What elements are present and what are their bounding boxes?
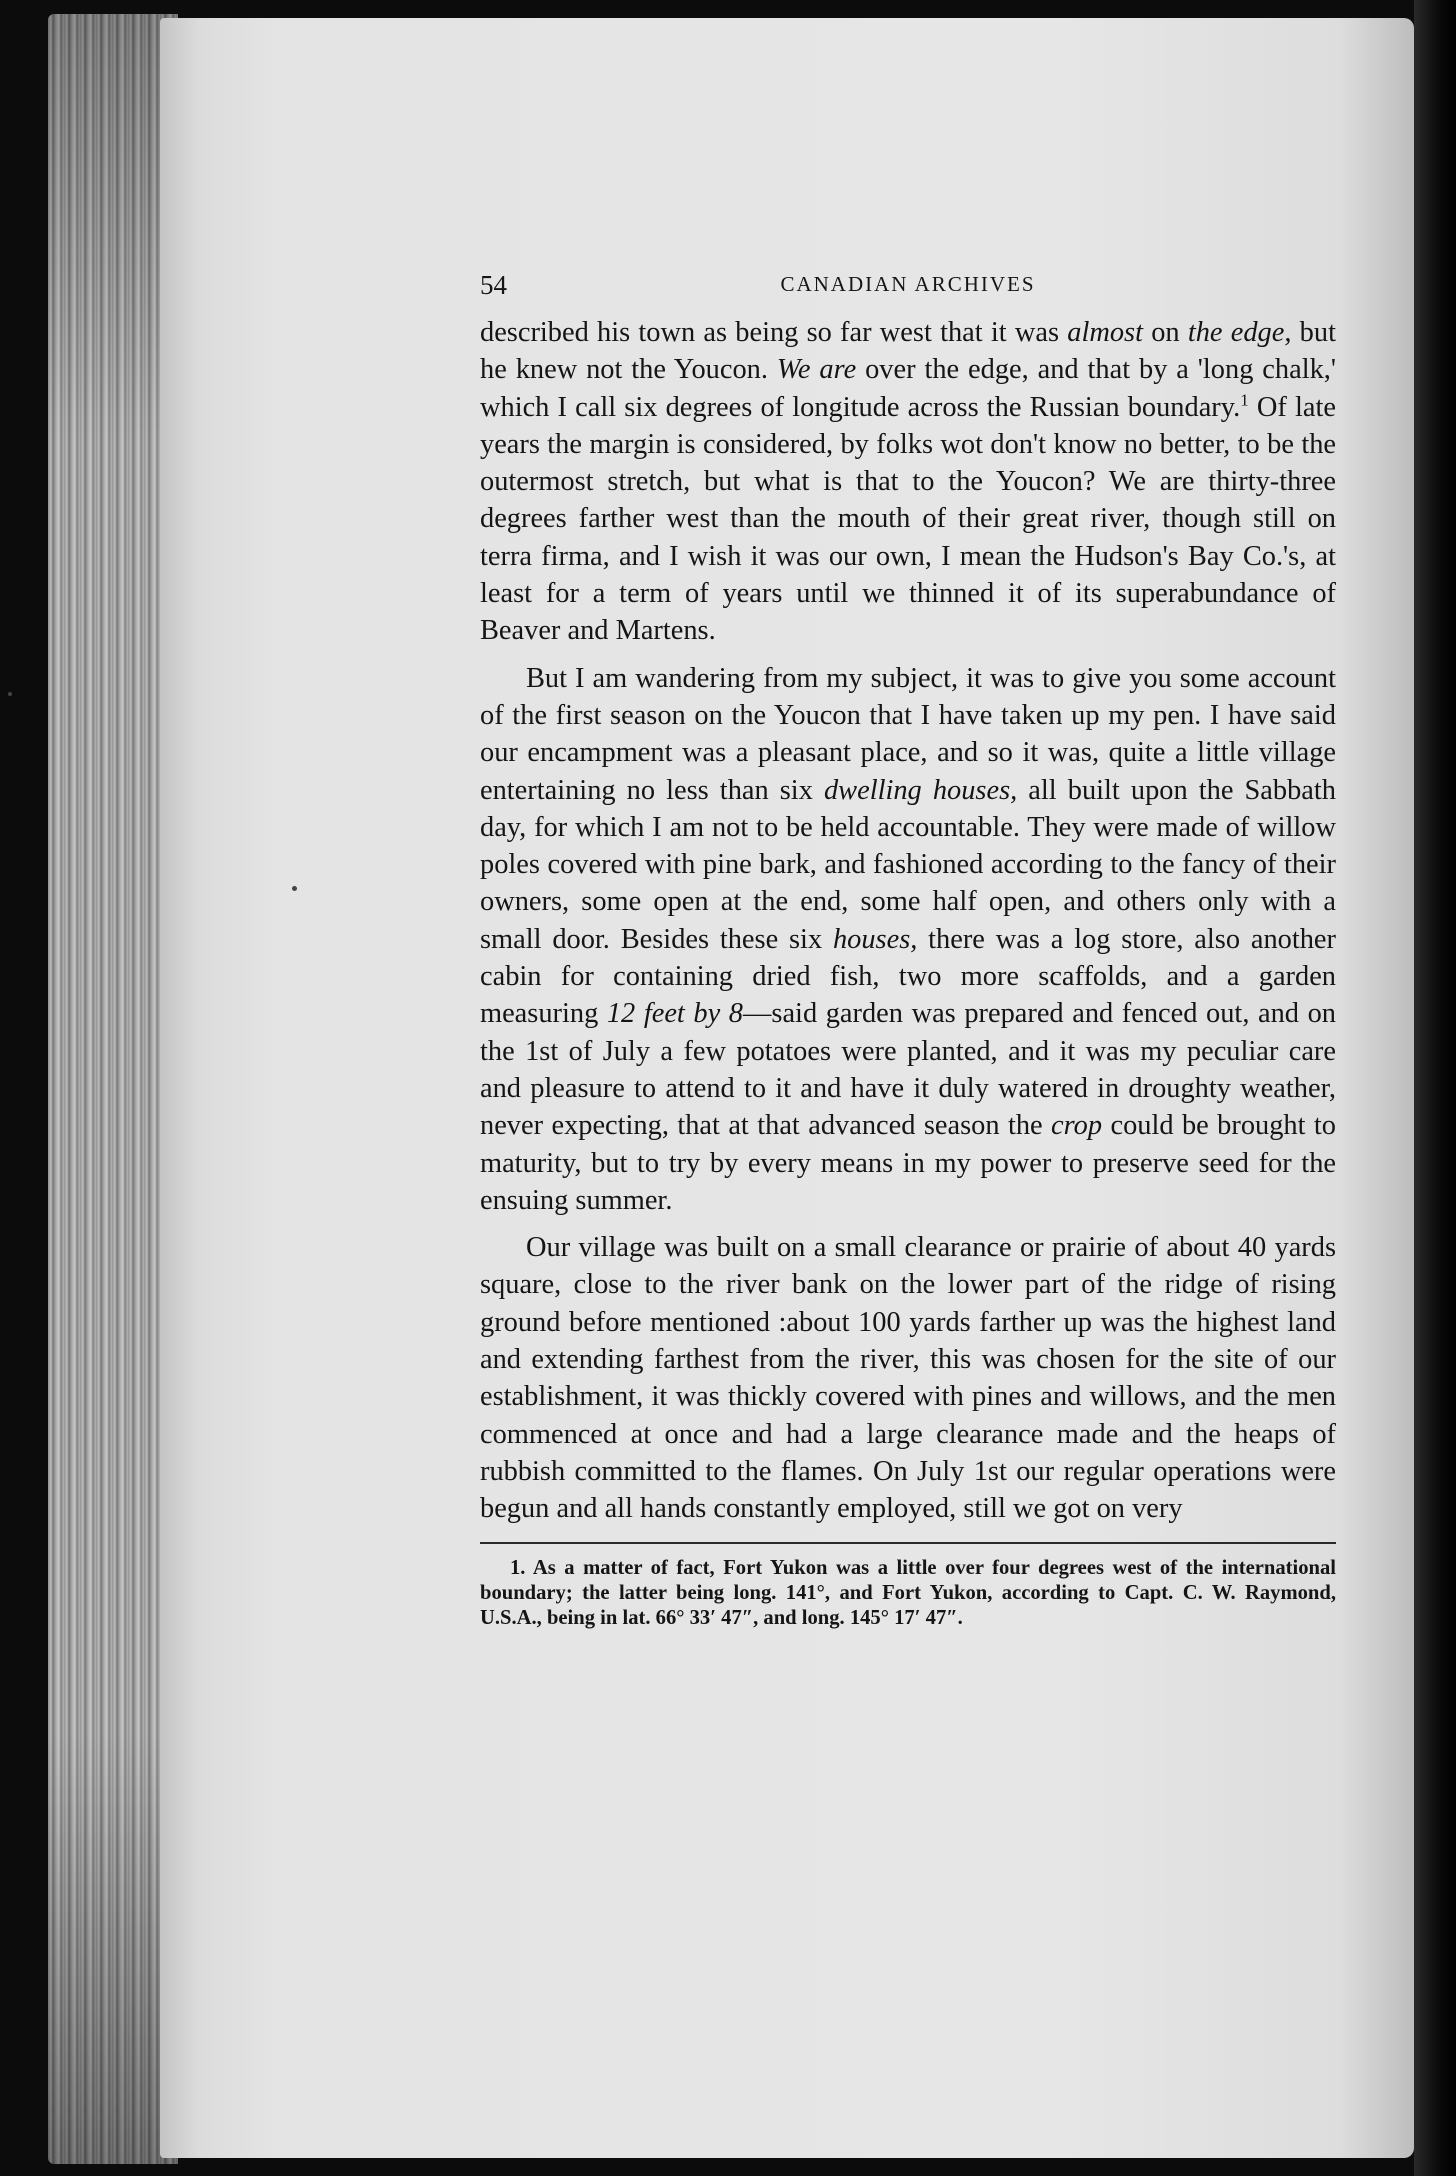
text-run: on	[1142, 317, 1188, 348]
text-block	[480, 270, 1336, 1631]
italic-text: We are	[776, 354, 857, 386]
footnote: 1. As a matter of fact, Fort Yukon was a little over four degrees west of the international boundary; the latter being long. 141°, and Fort Yukon, according to Capt. C. W. Raymond, U.S.A., being in lat. 66° 33′ 47″, and long. 145° 17′ 47″.	[480, 1556, 1336, 1629]
paragraph-3	[480, 1229, 1336, 1527]
italic-text: 12 feet by 8	[606, 998, 744, 1030]
text-run: over the edge, and that by a 'long chalk,' which I call six degrees of longitude across the Russian boundary.	[480, 354, 1336, 423]
text-run: could be brought to maturity, but to try by every means in my power to preserve seed for the ensuing summer.	[480, 1110, 1336, 1216]
italic-text: dwelling houses,	[823, 774, 1018, 806]
text-run: Our village was built on a small clearance or prairie of about 40 yards square, close to the river bank on the lower part of the ridge of rising ground before mentioned :about 100 yards farther up was the highest land and extending farthest from the river, this was chosen for the site of our establishment, it was thickly covered with pines and willows, and the men commenced at once and had a large clearance made and the heaps of rubbish committed to the flames. On July 1st our regular operations were begun and all hands constantly employed, still we got on very	[480, 1232, 1336, 1525]
text-run: But I am wandering from my subject, it was to give you some account of the first season on the Youcon that I have taken up my pen. I have said our encampment was a pleasant place, and so it was, quite a little village entertaining no less than six	[480, 662, 1336, 806]
text-run: but he knew not the Youcon.	[480, 317, 1336, 386]
text-run: there was a log store, also another cabin for containing dried fish, two more scaffolds, and a garden measuring	[480, 923, 1336, 1030]
page-number: 54	[480, 270, 507, 300]
italic-text: crop	[1051, 1110, 1103, 1142]
italic-text: the edge,	[1187, 317, 1292, 348]
text-run: Of late years the margin is considered, by folks wot don't know no better, to be the outermost stretch, but what is that to the Youcon? We are thirty-three degrees farther west than the mouth of their great river, though still on terra firma, and I wish it was our own, I mean the Hudson's Bay Co.'s, at least for a term of years until we thinned it of its superabundance of Beaver and Martens.	[480, 391, 1336, 647]
paragraph-1	[480, 314, 1336, 650]
binding-edge	[1414, 0, 1456, 2176]
footnote-marker: 1	[1240, 390, 1249, 410]
footnote-rule	[480, 1542, 1336, 1544]
running-head	[480, 270, 1336, 306]
paragraph-2	[480, 660, 1336, 1219]
dust-speck	[8, 692, 12, 696]
text-run: all built upon the Sabbath day, for which I am not to be held accountable. They were made of willow poles covered with pine bark, and fashioned according to the fancy of their owners, some open at the end, some half open, and others only with a small door. Besides these six	[480, 774, 1336, 955]
italic-text: almost	[1067, 317, 1143, 348]
text-run: described his town as being so far west that it was	[480, 317, 1068, 348]
text-run: —said garden was prepared and fenced out, and on the 1st of July a few potatoes were planted, and it was my peculiar care and pleasure to attend to it and have it duly watered in droughty weather, never expecting, that at that advanced season the	[480, 998, 1336, 1142]
dust-speck	[292, 886, 297, 891]
italic-text: houses,	[832, 923, 918, 955]
running-head-title: CANADIAN ARCHIVES	[780, 272, 1036, 296]
page-edges	[48, 14, 178, 2164]
